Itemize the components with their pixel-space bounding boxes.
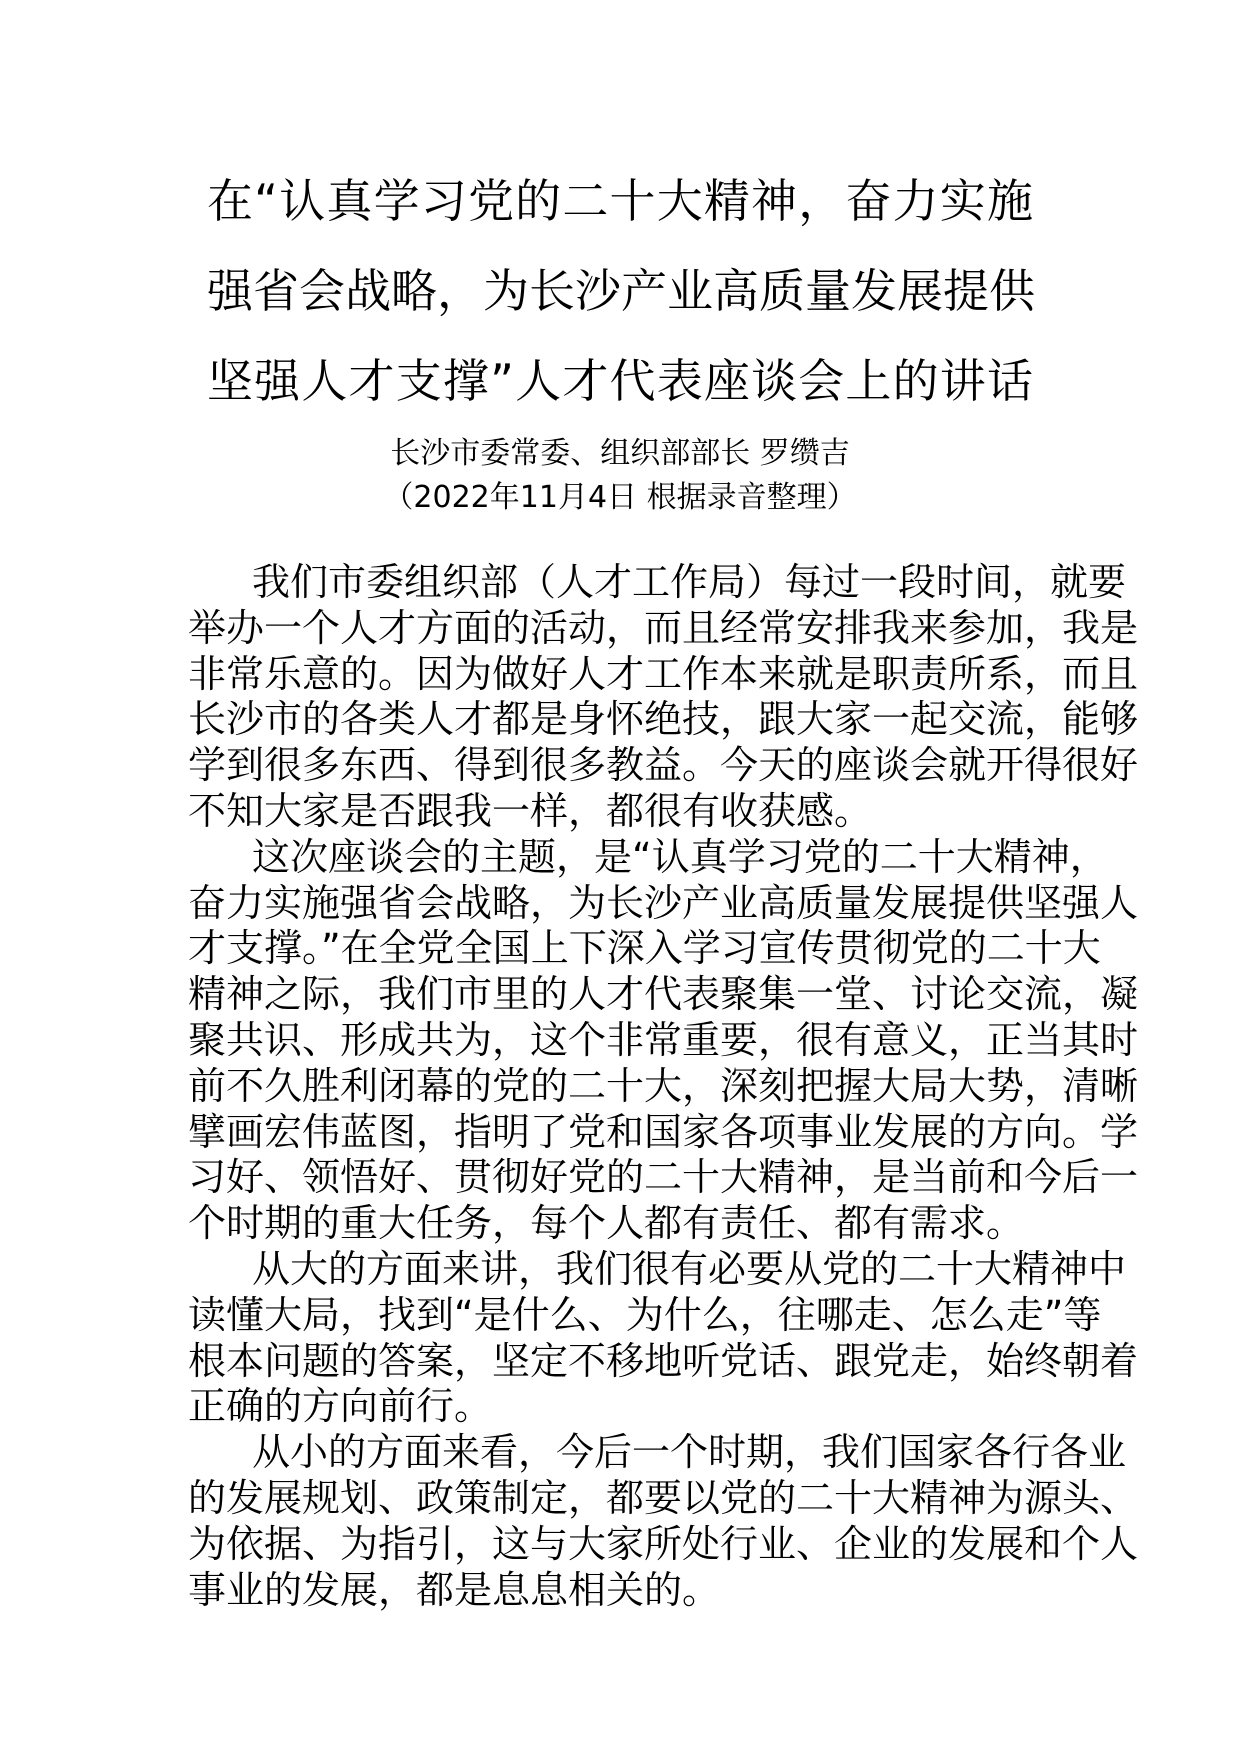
title-line: 坚强人才支撑”人才代表座谈会上的讲话: [207, 354, 1033, 408]
paragraph-line: 精神之际，我们市里的人才代表聚集一堂、讨论交流，凝: [188, 972, 1139, 1017]
title-line: 强省会战略，为长沙产业高质量发展提供: [207, 264, 1035, 318]
document-title: [207, 170, 1033, 440]
paragraph-line: 个时期的重大任务，每个人都有责任、都有需求。: [188, 1201, 1025, 1246]
paragraph-line: 习好、领悟好、贯彻好党的二十大精神，是当前和今后一: [188, 1155, 1139, 1200]
document-body: [188, 560, 1139, 1613]
paragraph-line: 非常乐意的。因为做好人才工作本来就是职责所系，而且: [188, 651, 1139, 696]
paragraph-line: 从小的方面来看，今后一个时期，我们国家各行各业: [252, 1430, 1127, 1475]
paragraph-line: 我们市委组织部（人才工作局）每过一段时间，就要: [252, 560, 1127, 604]
paragraph-line: 不知大家是否跟我一样，都很有收获感。: [188, 788, 873, 833]
paragraph-line: 举办一个人才方面的活动，而且经常安排我来参加，我是: [188, 605, 1139, 650]
paragraph-line: 聚共识、形成共为，这个非常重要，很有意义，正当其时: [188, 1017, 1139, 1062]
paragraph-line: 长沙市的各类人才都是身怀绝技，跟大家一起交流，能够: [188, 697, 1139, 742]
paragraph-line: 从大的方面来讲，我们很有必要从党的二十大精神中: [252, 1246, 1127, 1291]
paragraph-line: 这次座谈会的主题，是“认真学习党的二十大精神，: [252, 834, 1108, 879]
paragraph: [188, 1430, 1139, 1613]
title-line: 在“认真学习党的二十大精神，奋力实施: [207, 174, 1033, 228]
paragraph: [188, 834, 1139, 1247]
paragraph-line: 前不久胜利闭幕的党的二十大，深刻把握大局大势，清晰: [188, 1063, 1139, 1108]
paragraph-line: 根本问题的答案，坚定不移地听党话、跟党走，始终朝着: [188, 1338, 1139, 1383]
date-note: （2022年11月4日 根据录音整理）: [383, 480, 857, 515]
paragraph-line: 学到很多东西、得到很多教益。今天的座谈会就开得很好: [188, 743, 1139, 788]
paragraph: [188, 560, 1139, 835]
paragraph-line: 才支撑。”在全党全国上下深入学习宣传贯彻党的二十大: [188, 926, 1101, 971]
paragraph: [188, 1246, 1139, 1430]
paragraph-line: 读懂大局，找到“是什么、为什么，往哪走、怎么走”等: [188, 1292, 1102, 1337]
paragraph-line: 为依据、为指引，这与大家所处行业、企业的发展和个人: [188, 1521, 1139, 1566]
paragraph-line: 的发展规划、政策制定，都要以党的二十大精神为源头、: [188, 1475, 1139, 1520]
paragraph-line: 奋力实施强省会战略，为长沙产业高质量发展提供坚强人: [188, 880, 1139, 925]
paragraph-line: 事业的发展，都是息息相关的。: [188, 1567, 721, 1612]
paragraph-line: 擘画宏伟蓝图，指明了党和国家各项事业发展的方向。学: [188, 1109, 1139, 1154]
author-line: 长沙市委常委、组织部部长 罗缵吉: [390, 436, 850, 471]
paragraph-line: 正确的方向前行。: [188, 1384, 493, 1429]
